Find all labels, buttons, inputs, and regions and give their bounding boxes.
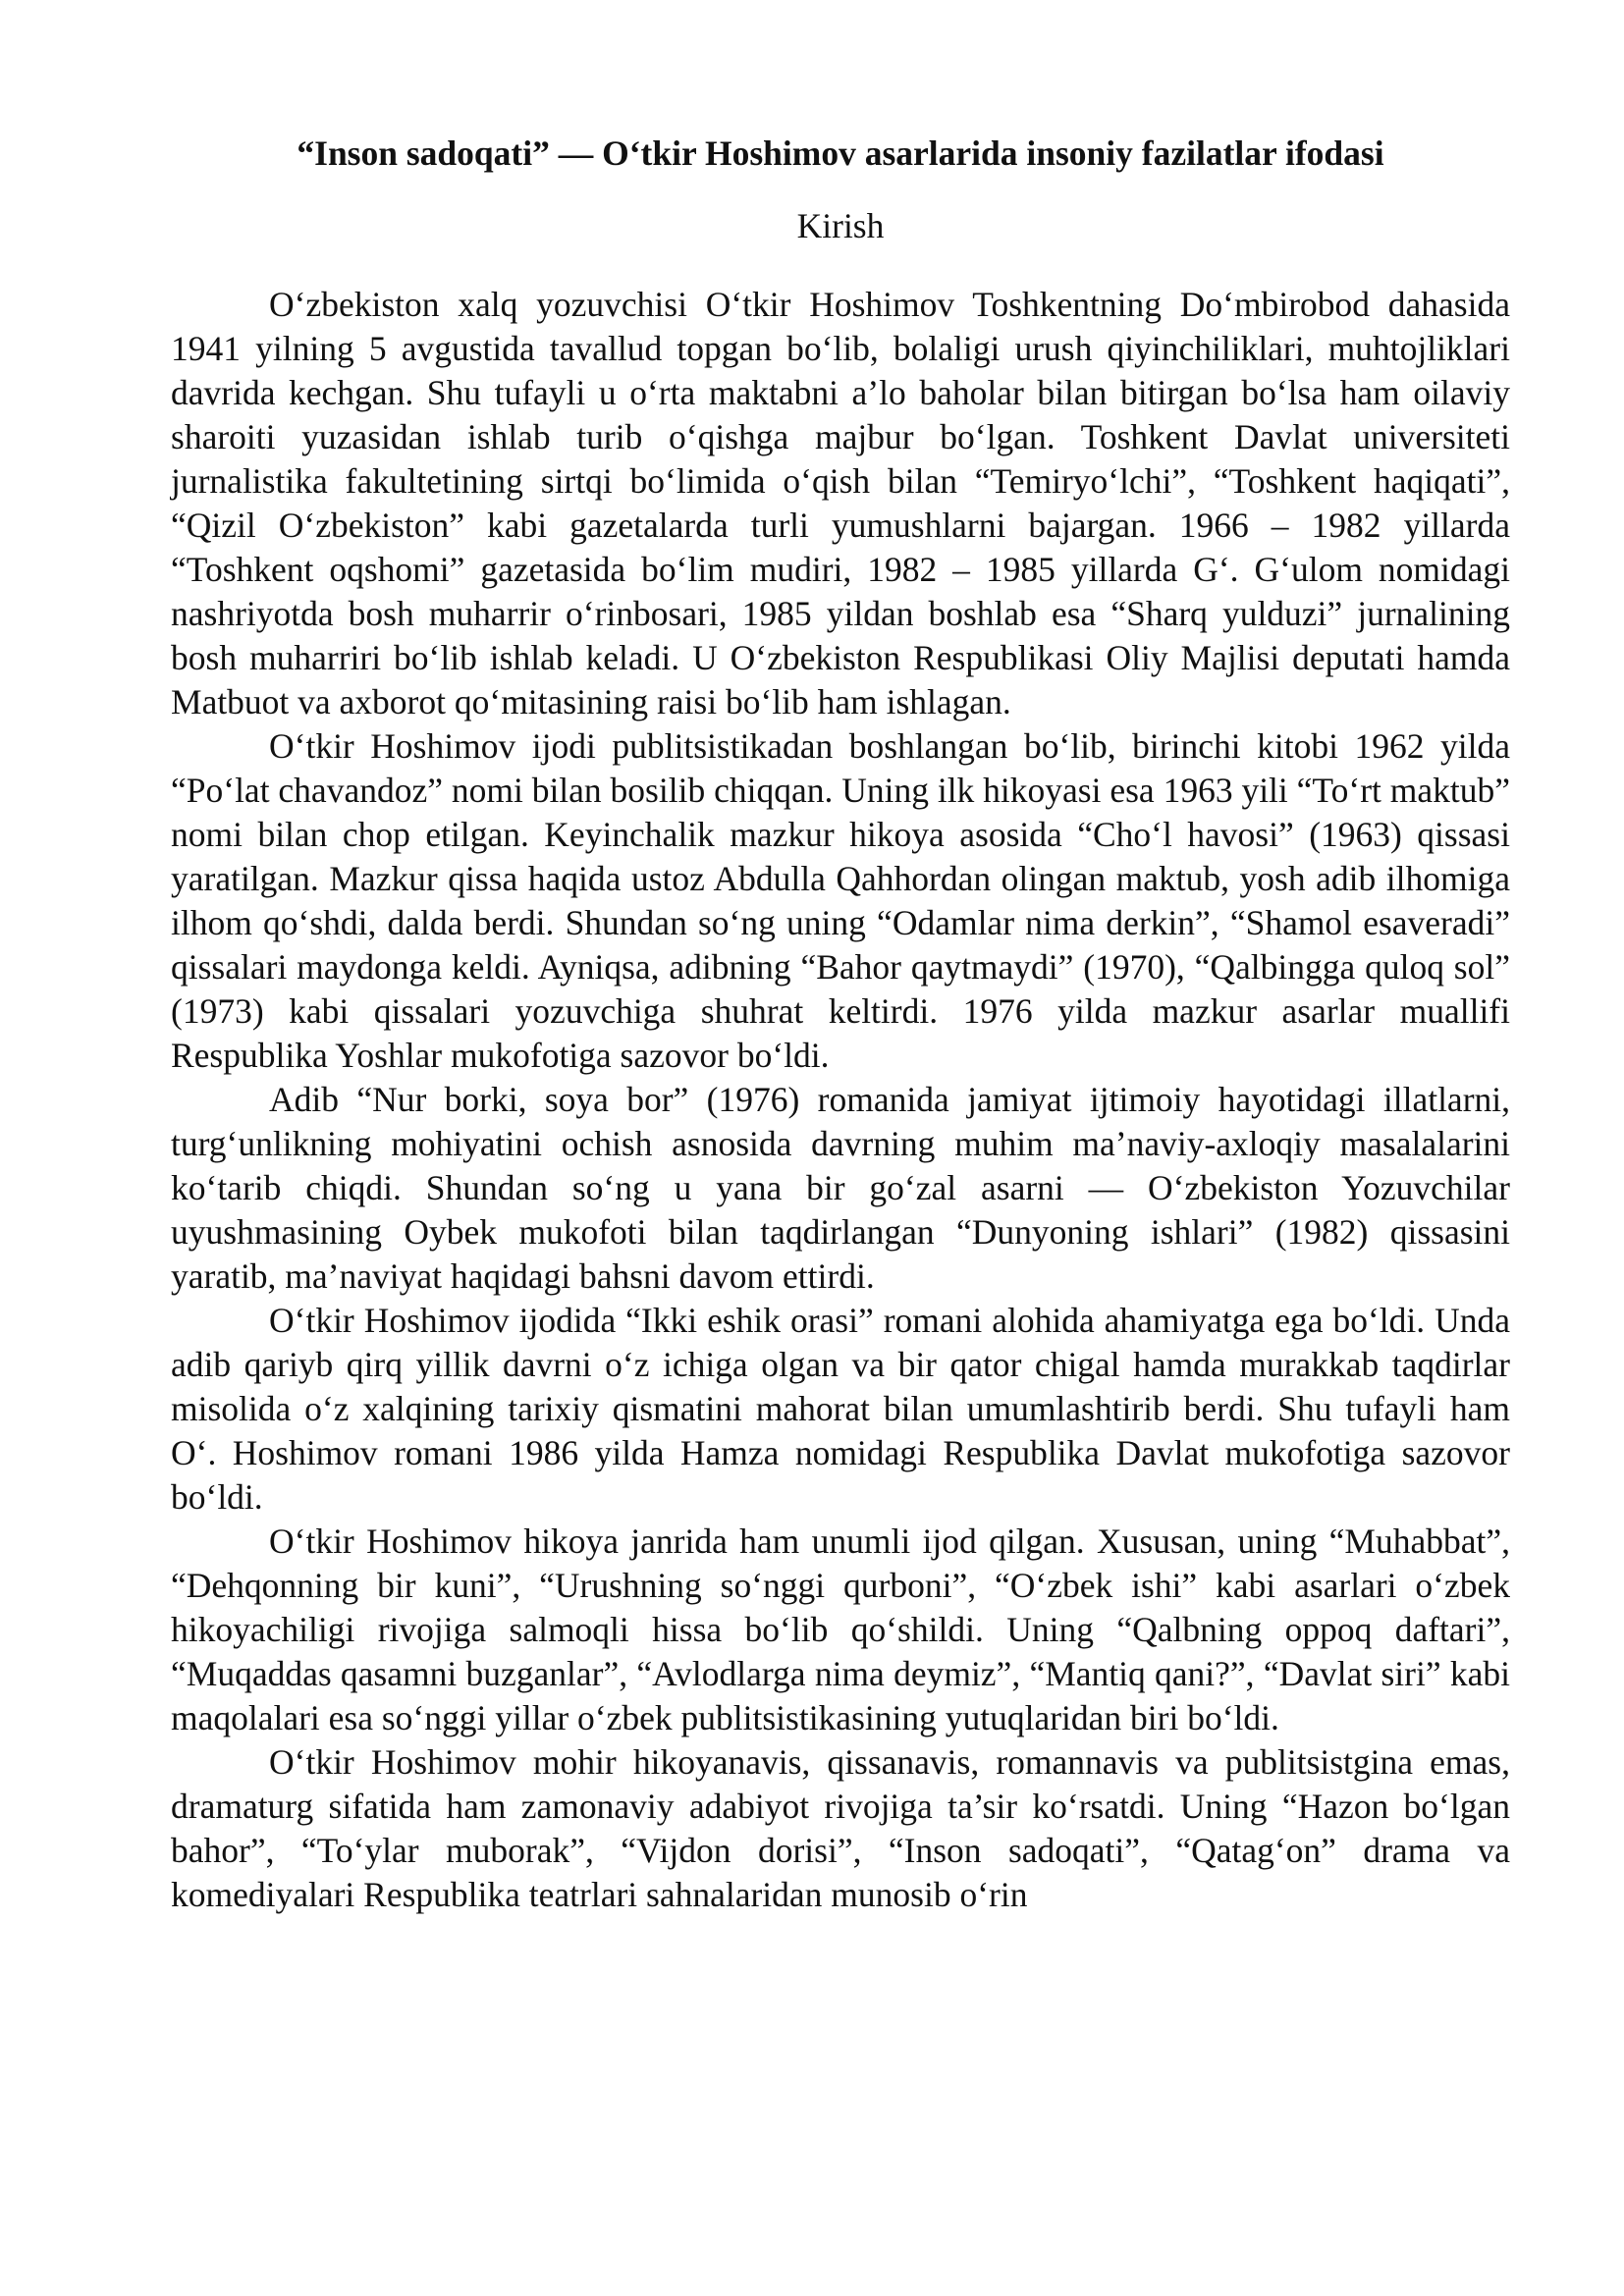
- paragraph: O‘zbekiston xalq yozuvchisi O‘tkir Hoshimov Toshkentning Do‘mbirobod dahasida 1941 yilning 5 avgustida tavallud topgan bo‘lib, bolaligi urush qiyinchiliklari, muhtojliklari davrida kechgan. Shu tufayli u o‘rta maktabni a’lo baholar bilan bitirgan bo‘lsa ham oilaviy sharoiti yuzasidan ishlab turib o‘qishga majbur bo‘lgan. Toshkent Davlat universiteti jurnalistika fakultetining sirtqi bo‘limida o‘qish bilan “Temiryo‘lchi”, “Toshkent haqiqati”, “Qizil O‘zbekiston” kabi gazetalarda turli yumushlarni bajargan. 1966 – 1982 yillarda “Toshkent oqshomi” gazetasida bo‘lim mudiri, 1982 – 1985 yillarda G‘. G‘ulom nomidagi nashriyotda bosh muharrir o‘rinbosari, 1985 yildan boshlab esa “Sharq yulduzi” jurnalining bosh muharriri bo‘lib ishlab keladi. U O‘zbekiston Respublikasi Oliy Majlisi deputati hamda Matbuot va axborot qo‘mitasining raisi bo‘lib ham ishlagan.: [171, 285, 1510, 721]
- paragraph: O‘tkir Hoshimov ijodi publitsistikadan boshlangan bo‘lib, birinchi kitobi 1962 yilda “Po‘lat chavandoz” nomi bilan bosilib chiqqan. Uning ilk hikoyasi esa 1963 yili “To‘rt maktub” nomi bilan chop etilgan. Keyinchalik mazkur hikoya asosida “Cho‘l havosi” (1963) qissasi yaratilgan. Mazkur qissa haqida ustoz Abdulla Qahhordan olingan maktub, yosh adib ilhomiga ilhom qo‘shdi, dalda berdi. Shundan so‘ng uning “Odamlar nima derkin”, “Shamol esaveradi” qissalari maydonga keldi. Ayniqsa, adibning “Bahor qaytmaydi” (1970), “Qalbingga quloq sol” (1973) kabi qissalari yozuvchiga shuhrat keltirdi. 1976 yilda mazkur asarlar muallifi Respublika Yoshlar mukofotiga sazovor bo‘ldi.: [171, 726, 1510, 1075]
- paragraph: O‘tkir Hoshimov ijodida “Ikki eshik orasi” romani alohida ahamiyatga ega bo‘ldi. Unda adib qariyb qirq yillik davrni o‘z ichiga olgan va bir qator chigal hamda murakkab taqdirlar misolida o‘z xalqining tarixiy qismatini mahorat bilan umumlashtirib berdi. Shu tufayli ham O‘. Hoshimov romani 1986 yilda Hamza nomidagi Respublika Davlat mukofotiga sazovor bo‘ldi.: [171, 1301, 1510, 1517]
- section-heading: Kirish: [796, 206, 885, 245]
- paragraph: Adib “Nur borki, soya bor” (1976) romanida jamiyat ijtimoiy hayotidagi illatlarni, turg‘unlikning mohiyatini ochish asnosida davrning muhim ma’naviy-axloqiy masalalarini ko‘tarib chiqdi. Shundan so‘ng u yana bir go‘zal asarni — O‘zbekiston Yozuvchilar uyushmasining Oybek mukofoti bilan taqdirlangan “Dunyoning ishlari” (1982) qissasini yaratib, ma’naviyat haqidagi bahsni davom ettirdi.: [171, 1080, 1510, 1296]
- document-title: “Inson sadoqati” — O‘tkir Hoshimov asarlarida insoniy fazilatlar ifodasi: [297, 133, 1384, 173]
- paragraph: O‘tkir Hoshimov mohir hikoyanavis, qissanavis, romannavis va publitsistgina emas, dramaturg sifatida ham zamonaviy adabiyot rivojiga ta’sir ko‘rsatdi. Uning “Hazon bo‘lgan bahor”, “To‘ylar muborak”, “Vijdon dorisi”, “Inson sadoqati”, “Qatag‘on” drama va komediyalari Respublika teatrlari sahnalaridan munosib o‘rin: [171, 1742, 1510, 1914]
- page-content: [171, 132, 1510, 1917]
- paragraph: O‘tkir Hoshimov hikoya janrida ham unumli ijod qilgan. Xususan, uning “Muhabbat”, “Dehqonning bir kuni”, “Urushning so‘nggi qurboni”, “O‘zbek ishi” kabi asarlari o‘zbek hikoyachiligi rivojiga salmoqli hissa bo‘lib qo‘shildi. Uning “Qalbning oppoq daftari”, “Muqaddas qasamni buzganlar”, “Avlodlarga nima deymiz”, “Mantiq qani?”, “Davlat siri” kabi maqolalari esa so‘nggi yillar o‘zbek publitsistikasining yutuqlaridan biri bo‘ldi.: [171, 1522, 1510, 1737]
